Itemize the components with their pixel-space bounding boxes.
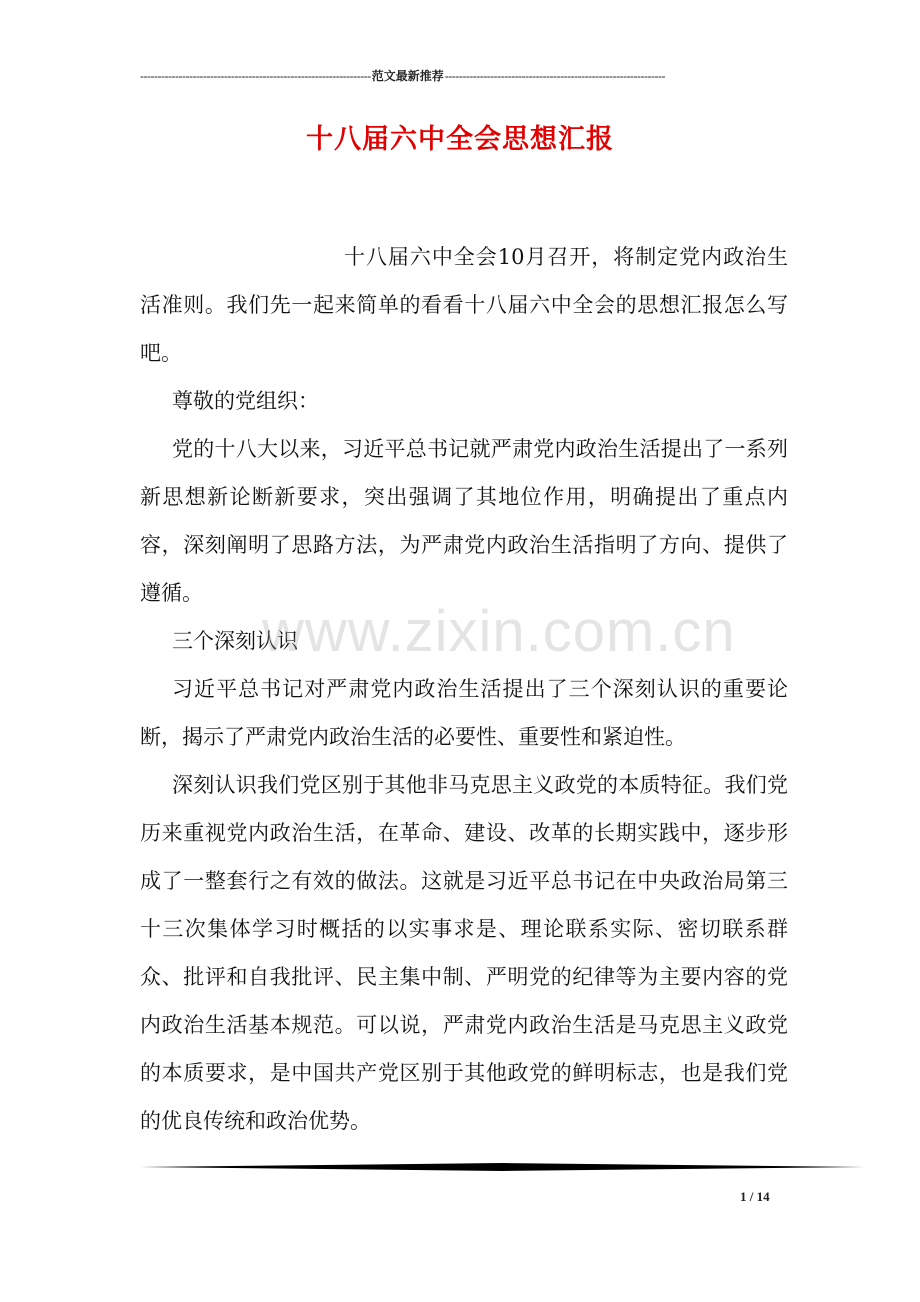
page-indicator: 1 / 14 [740,1189,770,1204]
paragraph-body-3: 深刻认识我们党区别于其他非马克思主义政党的本质特征。我们党历来重视党内政治生活，在革命、建设、改革的长期实践中，逐步形成了一整套行之有效的做法。这就是习近平总书记在中央政治局第三十三次集体学习时概括的以实事求是、理论联系实际、密切联系群众、批评和自我批评、民主集中制、严明党的纪律等为主要内容的党内政治生活基本规范。可以说，严肃党内政治生活是马克思主义政党的本质要求，是中国共产党区别于其他政党的鲜明标志，也是我们党的优良传统和政治优势。 [140,773,788,1133]
paragraph-intro: 十八届六中全会10月召开，将制定党内政治生活准则。我们先一起来简单的看看十八届六中全会的思想汇报怎么写吧。 [140,245,788,365]
paragraph-body-2: 习近平总书记对严肃党内政治生活提出了三个深刻认识的重要论断，揭示了严肃党内政治生活的必要性、重要性和紧迫性。 [140,677,788,749]
paragraph-body-1: 党的十八大以来，习近平总书记就严肃党内政治生活提出了一系列新思想新论断新要求，突出强调了其地位作用，明确提出了重点内容，深刻阐明了思路方法，为严肃党内政治生活指明了方向、提供了遵循。 [140,437,788,605]
header-line [140,66,780,86]
header-label: 范文最新推荐 [371,69,444,83]
header-dashes-right: --------------------------------------------------------------- [444,69,666,83]
paragraph-salutation: 尊敬的党组织： [172,389,319,413]
watermark: www.zixin.com.cn [262,599,736,664]
document-body [140,233,788,1145]
footer-rule [140,1163,864,1171]
header-dashes-left: ------------------------------------------------------------------ [140,69,371,83]
document-title: 十八届六中全会思想汇报 [306,124,614,155]
paragraph-subheading: 三个深刻认识 [172,629,298,653]
